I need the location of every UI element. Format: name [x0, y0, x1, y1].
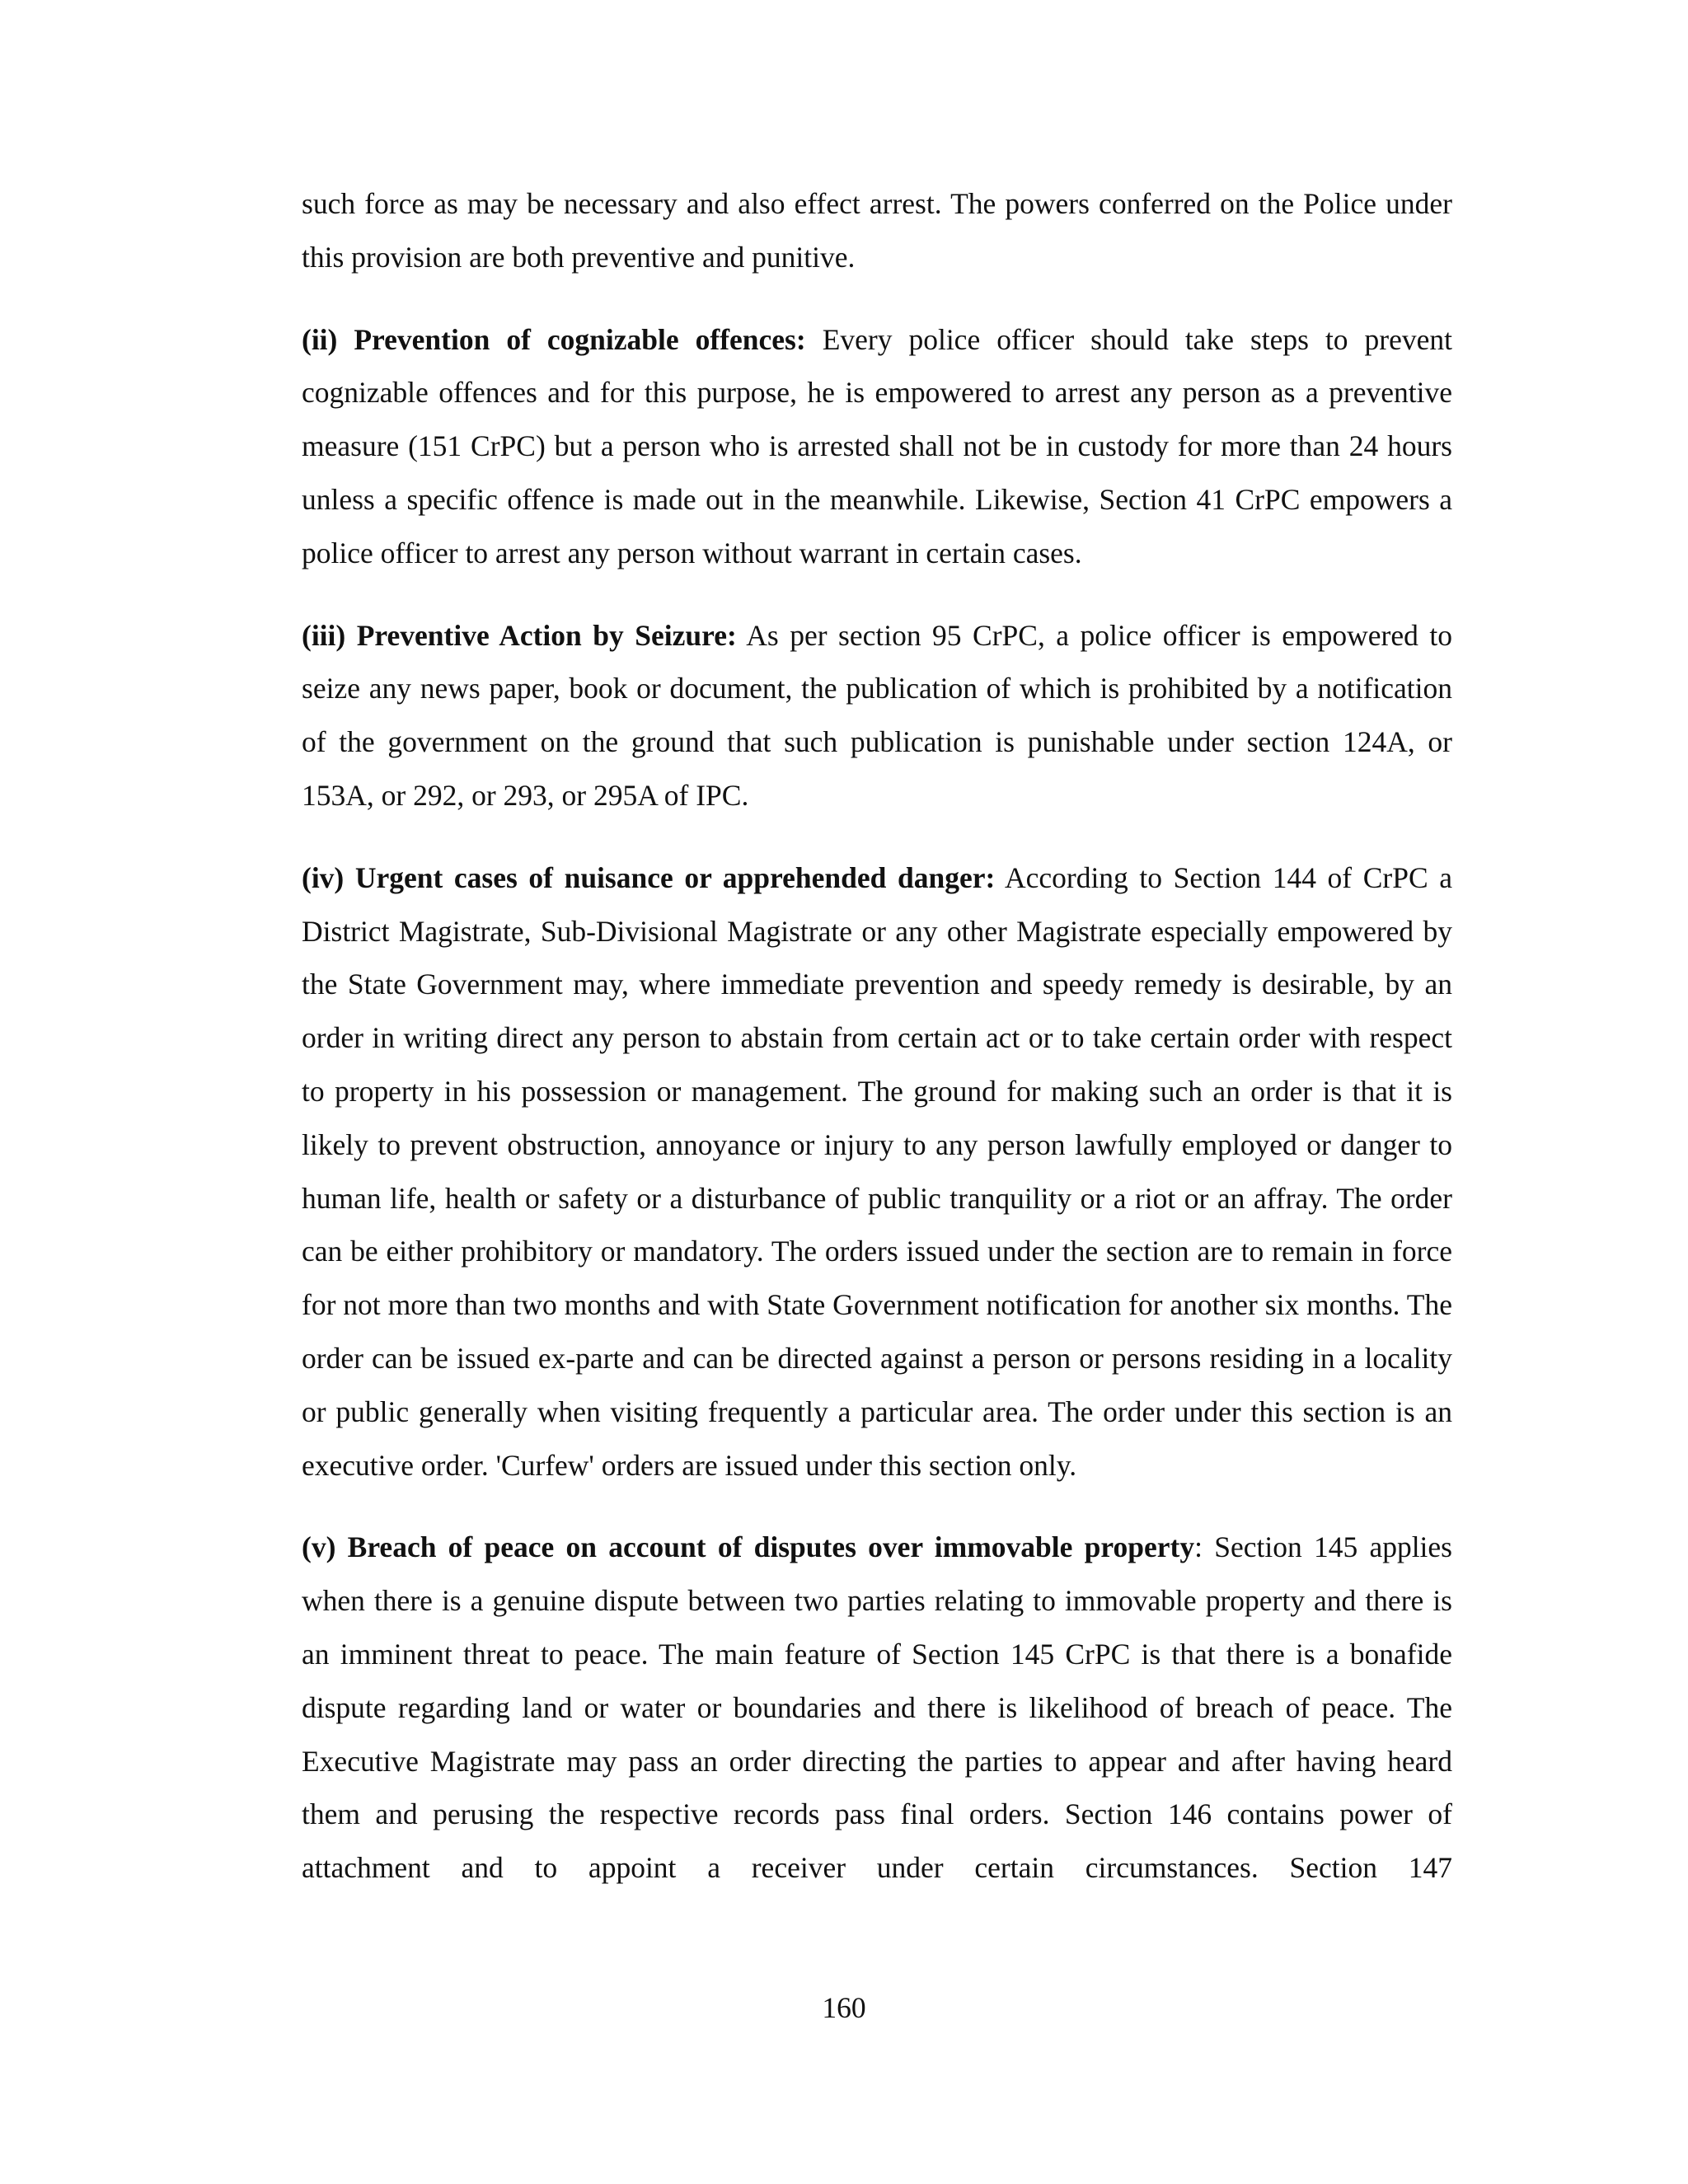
paragraph-heading: (v) Breach of peace on account of disputes over immovable property	[302, 1530, 1195, 1564]
paragraph-text: As per section 95 CrPC, a police officer is empowered to seize any news paper, book or document, the publication of which is prohibited by a notification of the government on the ground that such publication is punishable under section 124A, or 153A, or 292, or 293, or 295A of IPC.	[302, 618, 1452, 812]
paragraph-heading: (iv) Urgent cases of nuisance or apprehended danger:	[302, 860, 996, 894]
paragraph-heading: (iii) Preventive Action by Seizure:	[302, 618, 737, 652]
paragraph-breach-of-peace	[302, 1521, 1452, 1895]
paragraph-continuation	[302, 177, 1452, 284]
paragraph-heading: (ii) Prevention of cognizable offences:	[302, 322, 806, 356]
document-body	[302, 177, 1452, 1924]
paragraph-text: Every police officer should take steps to prevent cognizable offences and for this purpose, he is empowered to arrest any person as a preventive measure (151 CrPC) but a person who is arrested shall not be in custody for more than 24 hours unless a specific offence is made out in the meanwhile. Likewise, Section 41 CrPC empowers a police officer to arrest any person without warrant in certain cases.	[302, 322, 1453, 569]
paragraph-preventive-action-by-seizure	[302, 609, 1452, 823]
paragraph-text: such force as may be necessary and also effect arrest. The powers conferred on the Police under this provision are both preventive and punitive.	[302, 187, 1452, 274]
paragraph-text: According to Section 144 of CrPC a District Magistrate, Sub-Divisional Magistrate or any other Magistrate especially empowered by the State Government may, where immediate prevention and speedy remedy is desirable, by an order in writing direct any person to abstain from certain act or to take certain order with respect to property in his possession or management. The ground for making such an order is that it is likely to prevent obstruction, annoyance or injury to any person lawfully employed or danger to human life, health or safety or a disturbance of public tranquility or a riot or an affray. The order can be either prohibitory or mandatory. The orders issued under the section are to remain in force for not more than two months and with State Government notification for another six months. The order can be issued ex-parte and can be directed against a person or persons residing in a locality or public generally when visiting frequently a particular area. The order under this section is an executive order. 'Curfew' orders are issued under this section only.	[302, 860, 1452, 1482]
paragraph-prevention-of-cognizable-offences	[302, 313, 1452, 580]
page-number: 160	[822, 1991, 866, 2024]
paragraph-urgent-cases-of-nuisance	[302, 851, 1452, 1493]
paragraph-text: : Section 145 applies when there is a genuine dispute between two parties relating to immovable property and there is an imminent threat to peace. The main feature of Section 145 CrPC is that there is a bonafide dispute regarding land or water or boundaries and there is likelihood of breach of peace. The Executive Magistrate may pass an order directing the parties to appear and after having heard them and perusing the respective records pass final orders. Section 146 contains power of attachment and to appoint a receiver under certain circumstances. Section 147	[302, 1530, 1452, 1885]
